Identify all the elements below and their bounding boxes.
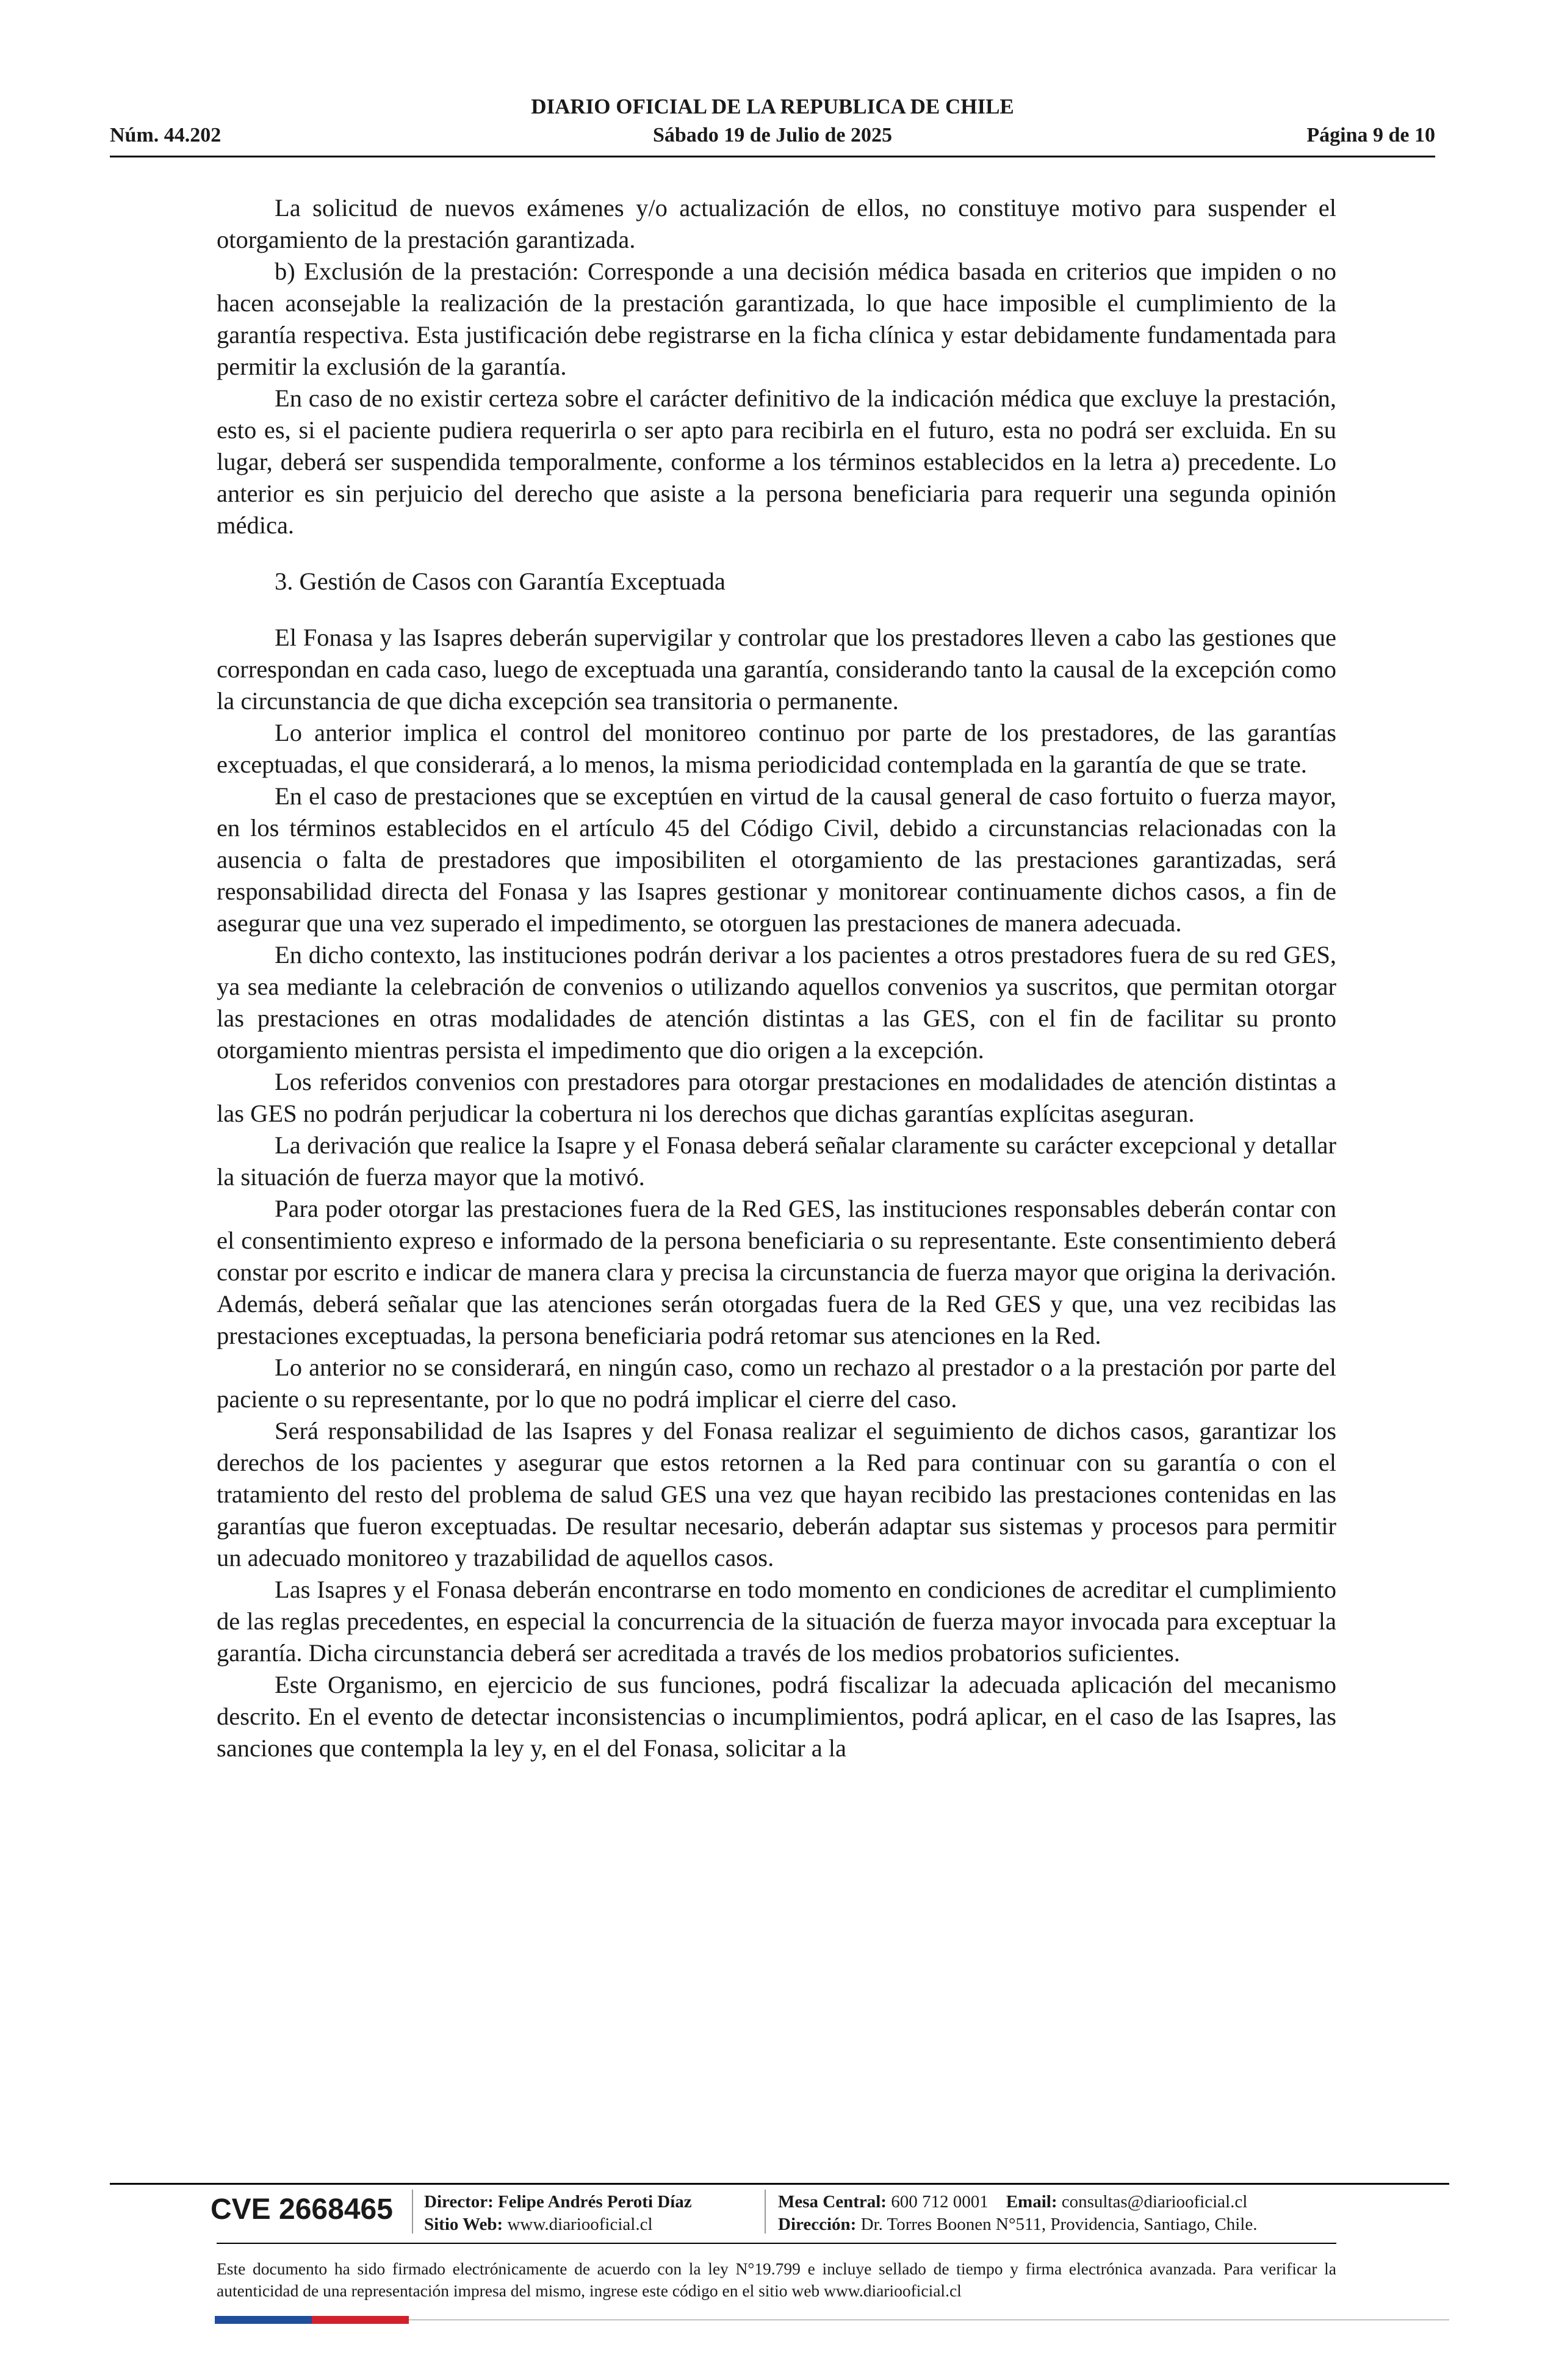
header-divider bbox=[110, 156, 1435, 157]
cve-code: CVE 2668465 bbox=[211, 2193, 393, 2226]
page-number: Página 9 de 10 bbox=[1306, 124, 1435, 146]
issue-date: Sábado 19 de Julio de 2025 bbox=[652, 124, 893, 146]
paragraph: Las Isapres y el Fonasa deberán encontrarse en todo momento en condiciones de acreditar el cumplimiento de las reglas precedentes, en especial la concurrencia de la situación de fuerza mayor invocada para exceptuar la garantía. Dicha circunstancia deberá ser acreditada a través de los medios probatorios suficientes. bbox=[217, 1576, 1336, 1667]
flag-red-stripe bbox=[312, 2316, 409, 2324]
paragraph: Lo anterior no se considerará, en ningún caso, como un rechazo al prestador o a la prestación por parte del paciente o su representante, por lo que no podrá implicar el cierre del caso. bbox=[217, 1354, 1336, 1413]
director-name: Felipe Andrés Peroti Díaz bbox=[498, 2192, 692, 2212]
paragraph: La solicitud de nuevos exámenes y/o actualización de ellos, no constituye motivo para suspender el otorgamiento de la prestación garantizada. bbox=[217, 194, 1336, 253]
paragraph: En el caso de prestaciones que se exceptúen en virtud de la causal general de caso fortuito o fuerza mayor, en los términos establecidos en el artículo 45 del Código Civil, debido a circunstancias relacionadas con la ausencia o falta de prestadores que imposibiliten el otorgamiento de las prestaciones garantizadas, será responsabilidad directa del Fonasa y las Isapres gestionar y monitorear continuamente dichos casos, a fin de asegurar que una vez superado el impedimento, se otorguen las prestaciones de manera adecuada. bbox=[217, 782, 1336, 937]
paragraph: Será responsabilidad de las Isapres y del Fonasa realizar el seguimiento de dichos casos, garantizar los derechos de los pacientes y asegurar que estos retornen a la Red para continuar con su garantía o con el tratamiento del resto del problema de salud GES una vez que hayan recibido las prestaciones contenidas en las garantías que fueron exceptuadas. De resultar necesario, deberán adaptar sus sistemas y procesos para permitir un adecuado monitoreo y trazabilidad de aquellos casos. bbox=[217, 1417, 1336, 1571]
paragraph: En caso de no existir certeza sobre el carácter definitivo de la indicación médica que excluye la prestación, esto es, si el paciente pudiera requerirla o ser apto para recibirla en el futuro, esta no podrá ser excluida. En su lugar, deberá ser suspendida temporalmente, conforme a los términos establecidos en la letra a) precedente. Lo anterior es sin perjuicio del derecho que asiste a la persona beneficiaria para requerir una segunda opinión médica. bbox=[217, 384, 1336, 539]
paragraph: b) Exclusión de la prestación: Corresponde a una decisión médica basada en criterios que impiden o no hacen aconsejable la realización de la prestación garantizada, lo que hace imposible el cumplimiento de la garantía respectiva. Esta justificación debe registrarse en la ficha clínica y estar debidamente fundamentada para permitir la exclusión de la garantía. bbox=[217, 258, 1336, 380]
website-label: Sitio Web: bbox=[424, 2215, 503, 2234]
mesa-label: Mesa Central: bbox=[778, 2192, 887, 2212]
paragraph: En dicho contexto, las instituciones podrán derivar a los pacientes a otros prestadores fuera de su red GES, ya sea mediante la celebración de convenios o utilizando aquellos convenios ya suscritos, que permitan otorgar las prestaciones en otras modalidades de atención distintas a las GES, con el fin de facilitar su pronto otorgamiento mientras persista el impedimento que dio origen a la excepción. bbox=[217, 941, 1336, 1064]
paragraph: La derivación que realice la Isapre y el Fonasa deberá señalar claramente su carácter excepcional y detallar la situación de fuerza mayor que la motivó. bbox=[217, 1131, 1336, 1191]
footer-divider bbox=[217, 2243, 1336, 2244]
paragraph: El Fonasa y las Isapres deberán supervigilar y controlar que los prestadores lleven a cabo las gestiones que correspondan en cada caso, luego de exceptuada una garantía, considerando tanto la causal de la excepción como la circunstancia de que dicha excepción sea transitoria o permanente. bbox=[217, 624, 1336, 715]
footer-separator bbox=[765, 2190, 766, 2234]
address-value: Dr. Torres Boonen N°511, Providencia, Santiago, Chile. bbox=[860, 2215, 1258, 2234]
issue-number: Núm. 44.202 bbox=[110, 124, 222, 146]
director-label: Director: bbox=[424, 2192, 494, 2212]
email-link[interactable]: consultas@diariooficial.cl bbox=[1061, 2192, 1248, 2212]
mesa-phone: 600 712 0001 bbox=[891, 2192, 989, 2212]
email-label: Email: bbox=[1006, 2192, 1057, 2212]
contact-block bbox=[778, 2191, 1257, 2236]
director-block bbox=[424, 2191, 692, 2236]
newspaper-title: DIARIO OFICIAL DE LA REPUBLICA DE CHILE bbox=[531, 95, 1014, 118]
footer-separator bbox=[412, 2190, 413, 2234]
document-body bbox=[217, 192, 1336, 1764]
paragraph: Este Organismo, en ejercicio de sus funciones, podrá fiscalizar la adecuada aplicación del mecanismo descrito. En el evento de detectar inconsistencias o incumplimientos, podrá aplicar, en el caso de las Isapres, las sanciones que contempla la ley y, en el del Fonasa, solicitar a la bbox=[217, 1671, 1336, 1762]
page-header bbox=[110, 95, 1435, 159]
website-link[interactable]: www.diariooficial.cl bbox=[507, 2215, 653, 2234]
paragraph: Para poder otorgar las prestaciones fuera de la Red GES, las instituciones responsables deberán contar con el consentimiento expreso e informado de la persona beneficiaria o su representante. Este consentimiento deberá constar por escrito e indicar de manera clara y precisa la circunstancia de fuerza mayor que origina la derivación. Además, deberá señalar que las atenciones serán otorgadas fuera de la Red GES y que, una vez recibidas las prestaciones exceptuadas, la persona beneficiaria podrá retomar sus atenciones en la Red. bbox=[217, 1195, 1336, 1349]
paragraph: Lo anterior implica el control del monitoreo continuo por parte de los prestadores, de las garantías exceptuadas, el que considerará, a lo menos, la misma periodicidad contemplada en la garantía de que se trate. bbox=[217, 719, 1336, 778]
paragraph: Los referidos convenios con prestadores para otorgar prestaciones en modalidades de atención distintas a las GES no podrán perjudicar la cobertura ni los derechos que dichas garantías explícitas aseguran. bbox=[217, 1068, 1336, 1127]
flag-bar bbox=[215, 2316, 409, 2324]
footer-divider bbox=[110, 2183, 1449, 2185]
legal-notice: Este documento ha sido firmado electrónicamente de acuerdo con la ley N°19.799 e incluye sellado de tiempo y firma electrónica avanzada. Para verificar la autenticidad de una representación impresa del mismo, ingrese este código en el sitio web www.diariooficial.cl bbox=[217, 2259, 1336, 2300]
section-heading: 3. Gestión de Casos con Garantía Exceptuada bbox=[275, 568, 726, 595]
flag-blue-stripe bbox=[215, 2316, 312, 2324]
address-label: Dirección: bbox=[778, 2215, 857, 2234]
